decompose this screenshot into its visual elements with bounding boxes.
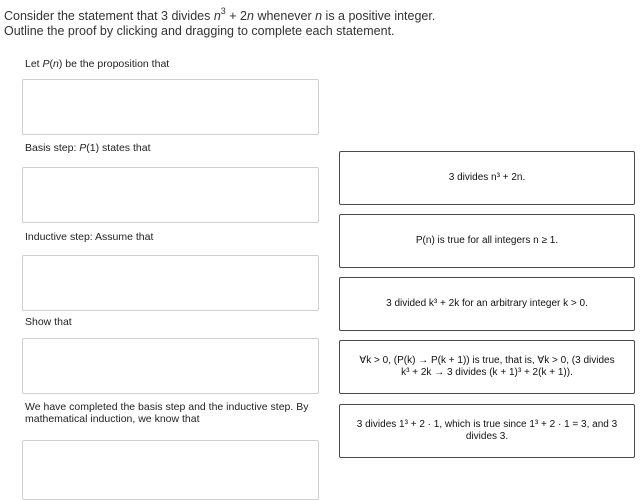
draggable-option-1[interactable] (339, 151, 635, 205)
instruction-text: whenever (253, 9, 316, 23)
instruction-line-1 (4, 6, 436, 24)
statement-text: (1) states that (86, 142, 151, 154)
option-text: 3 divided k³ + 2k for an arbitrary integer k > 0. (386, 298, 588, 309)
draggable-option-5[interactable] (339, 404, 635, 458)
drop-zone-basis[interactable] (22, 167, 319, 223)
instruction-text: + 2 (225, 9, 248, 23)
statement-text: ) be the proposition that (58, 58, 170, 70)
option-text: ∀k > 0, (P(k) → P(k + 1)) is true, that is, ∀k > 0, (3 divides k³ + 2k → 3 divides (k + 1)³ + 2(k + 1)). (359, 355, 615, 378)
drop-zone-inductive[interactable] (22, 255, 319, 311)
draggable-option-2[interactable] (339, 214, 635, 268)
statement-text: ( (49, 58, 54, 70)
statement-label-basis (25, 142, 151, 154)
statement-label-conclusion: We have completed the basis step and the inductive step. By mathematical induction, we know that (25, 401, 309, 425)
statement-var: P (79, 142, 87, 154)
drop-zone-proposition[interactable] (22, 79, 319, 135)
instruction-variable: n (213, 9, 221, 23)
drop-zone-show[interactable] (22, 338, 319, 394)
instruction-text: Consider the statement that 3 divides (4, 9, 214, 23)
statement-var: P (42, 58, 50, 70)
instruction-variable: n (247, 9, 254, 23)
statement-text: Let (25, 58, 43, 70)
instruction-text: is a positive integer. (322, 9, 436, 23)
instruction-exponent: 3 (220, 6, 226, 16)
statement-var: n (53, 58, 59, 70)
statement-text: Basis step: (25, 142, 80, 154)
option-text: P(n) is true for all integers n ≥ 1. (415, 235, 559, 246)
instruction-variable: n (315, 9, 323, 23)
instructions (4, 6, 436, 39)
statement-label-inductive: Inductive step: Assume that (25, 231, 154, 243)
option-text: 3 divides n³ + 2n. (448, 172, 526, 183)
draggable-option-3[interactable] (339, 277, 635, 331)
drop-zone-conclusion[interactable] (22, 440, 319, 500)
instruction-line-2: Outline the proof by clicking and dragging to complete each statement. (4, 24, 395, 38)
draggable-option-4[interactable] (339, 340, 635, 394)
statement-label-show: Show that (25, 316, 72, 328)
statement-label-proposition (25, 58, 169, 70)
option-text: 3 divides 1³ + 2 · 1, which is true since 1³ + 2 · 1 = 3, and 3 divides 3. (356, 419, 618, 442)
